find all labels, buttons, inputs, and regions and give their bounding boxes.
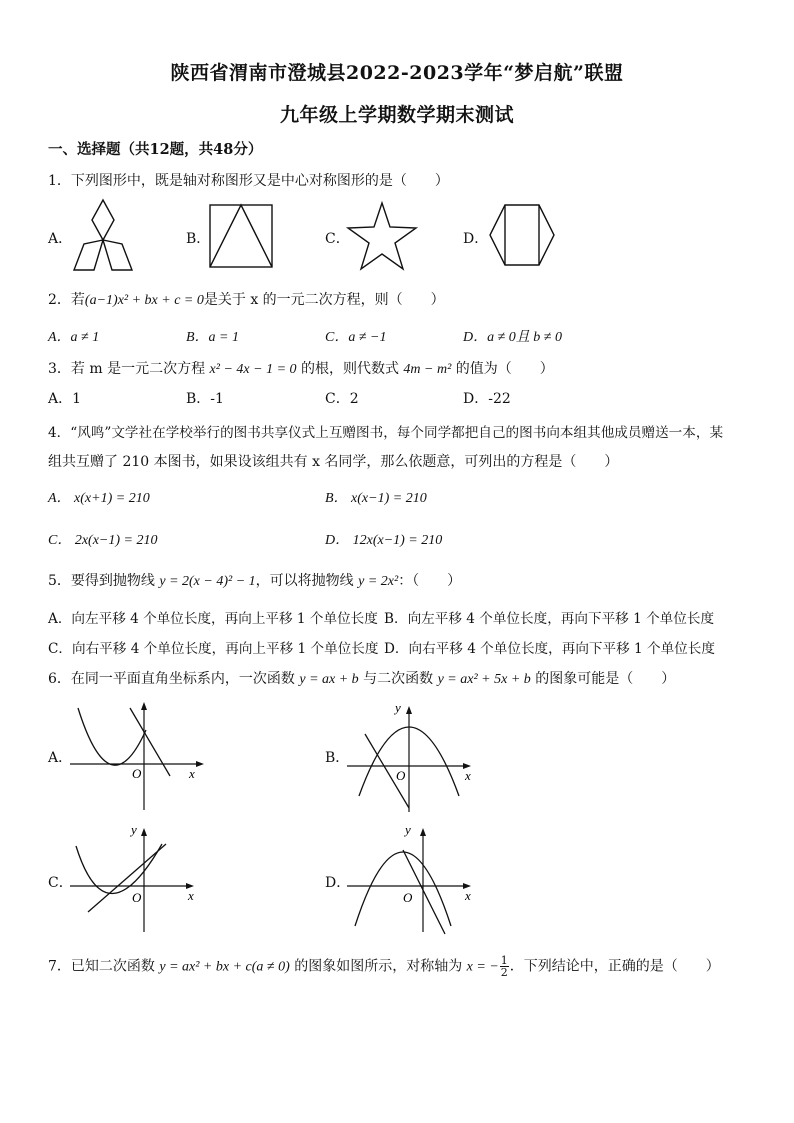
q3-option-b: B．-1 [186, 391, 224, 407]
q5-stem [48, 570, 461, 590]
q2-stem-post: 是关于 x 的一元二次方程，则（ ） [203, 292, 445, 308]
q4-stem-line2: 组共互赠了 210 本图书，如果设该组共有 x 名同学，那么依题意，可列出的方程是（ ） [48, 454, 619, 470]
q2-stem [48, 289, 445, 309]
q6-option-a-label: A． [48, 750, 73, 766]
q7-stem-post: ．下列结论中，正确的是（ ） [509, 958, 720, 975]
q1-stem: 1．下列图形中，既是轴对称图形又是中心对称图形的是（ ） [48, 173, 449, 189]
q3-stem-mid: 的根，则代数式 [296, 361, 404, 377]
q6-graph-d-x-label: x [465, 888, 471, 903]
q6-graph-c [70, 822, 200, 934]
q6-graph-b-y-label: y [395, 700, 401, 715]
q2-option-c: C．a ≠ −1 [325, 330, 387, 345]
q5-target-parabola: y = 2(x − 4)² − 1 [159, 574, 256, 589]
q3-expression: 4m − m² [403, 362, 452, 377]
q6-graph-d-origin: O [403, 890, 413, 905]
q2-stem-pre: 2．若 [48, 292, 85, 308]
q6-graph-c-origin: O [132, 890, 142, 905]
q3-option-a: A．1 [48, 391, 82, 407]
q6-quadratic-function: y = ax² + 5x + b [437, 672, 531, 687]
q7-stem [48, 955, 720, 978]
q1-option-c-label: C． [325, 231, 350, 247]
q2-option-a: A．a ≠ 1 [48, 330, 100, 345]
q1-figure-d-hexagon [489, 204, 555, 266]
q6-graph-b-origin: O [396, 768, 406, 783]
q4-option-c: C． 2x(x−1) = 210 [48, 533, 158, 548]
q2-option-b: B．a = 1 [186, 330, 239, 345]
q6-stem [48, 668, 675, 688]
q6-graph-a-x-label: x [189, 766, 195, 781]
q5-option-c: C．向右平移 4 个单位长度，再向上平移 1 个单位长度 [48, 641, 379, 657]
section-heading-multiple-choice: 一、选择题（共12题，共48分） [48, 141, 263, 158]
q7-fraction-denominator: 2 [500, 966, 508, 979]
exam-title-line1: 陕西省渭南市澄城县2022-2023学年“梦启航”联盟 [170, 62, 624, 84]
q1-option-b-label: B． [186, 231, 211, 247]
q6-graph-c-x-label: x [188, 888, 194, 903]
q4-option-b: B． x(x−1) = 210 [325, 491, 427, 506]
q6-option-c-label: C． [48, 875, 73, 891]
q6-graph-b-x-label: x [465, 768, 471, 783]
q3-stem-post: 的值为（ ） [451, 361, 554, 377]
q7-stem-mid: 的图象如图所示，对称轴为 [289, 958, 467, 975]
q5-option-b: B．向左平移 4 个单位长度，再向下平移 1 个单位长度 [384, 611, 715, 627]
q5-option-a: A．向左平移 4 个单位长度，再向上平移 1 个单位长度 [48, 611, 378, 627]
q6-graph-b [347, 698, 477, 814]
q5-stem-mid: ，可以将抛物线 [255, 573, 359, 589]
q1-figure-a-kites [70, 198, 136, 272]
q2-equation: (a−1)x² + bx + c = 0 [84, 293, 204, 308]
q6-graph-d [347, 822, 477, 938]
q7-axis-of-symmetry: x = − [466, 959, 499, 975]
q7-fraction-numerator: 1 [500, 954, 508, 967]
q6-option-d-label: D． [325, 875, 351, 891]
q7-fraction [500, 955, 509, 978]
q4-stem-line1: 4．“风鸣”文学社在学校举行的图书共享仪式上互赠图书，每个同学都把自己的图书向本组其他成员赠送一本，某 [48, 425, 724, 441]
q6-linear-function: y = ax + b [299, 672, 359, 687]
q5-option-d: D．向右平移 4 个单位长度，再向下平移 1 个单位长度 [384, 641, 715, 657]
q5-stem-pre: 5．要得到抛物线 [48, 573, 160, 589]
q3-option-c: C．2 [325, 391, 359, 407]
q6-stem-mid: 与二次函数 [358, 671, 438, 687]
q3-option-d: D．-22 [463, 391, 511, 407]
q4-option-d: D． 12x(x−1) = 210 [325, 533, 443, 548]
q6-graph-d-y-label: y [405, 822, 411, 837]
q6-stem-pre: 6．在同一平面直角坐标系内，一次函数 [48, 671, 300, 687]
q6-graph-a [70, 700, 210, 812]
q3-stem-pre: 3．若 m 是一元二次方程 [48, 361, 210, 377]
q3-stem [48, 358, 554, 378]
q2-option-d: D．a ≠ 0且 b ≠ 0 [463, 330, 562, 345]
q3-equation: x² − 4x − 1 = 0 [209, 362, 297, 377]
q7-stem-pre: 7．已知二次函数 [48, 958, 160, 975]
q6-option-b-label: B． [325, 750, 350, 766]
q4-option-a: A． x(x+1) = 210 [48, 491, 150, 506]
q5-source-parabola: y = 2x² [358, 574, 399, 589]
q1-option-d-label: D． [463, 231, 489, 247]
q1-figure-c-star [347, 202, 417, 270]
q7-quadratic-function: y = ax² + bx + c(a ≠ 0) [159, 959, 290, 975]
q6-graph-c-y-label: y [131, 822, 137, 837]
q1-option-a-label: A． [48, 231, 73, 247]
exam-title-line2: 九年级上学期数学期末测试 [279, 104, 514, 126]
q6-graph-a-origin: O [132, 766, 142, 781]
q6-stem-post: 的图象可能是（ ） [530, 671, 676, 687]
q1-figure-b-square-triangle [209, 204, 273, 268]
q5-stem-post: ：（ ） [398, 573, 462, 589]
